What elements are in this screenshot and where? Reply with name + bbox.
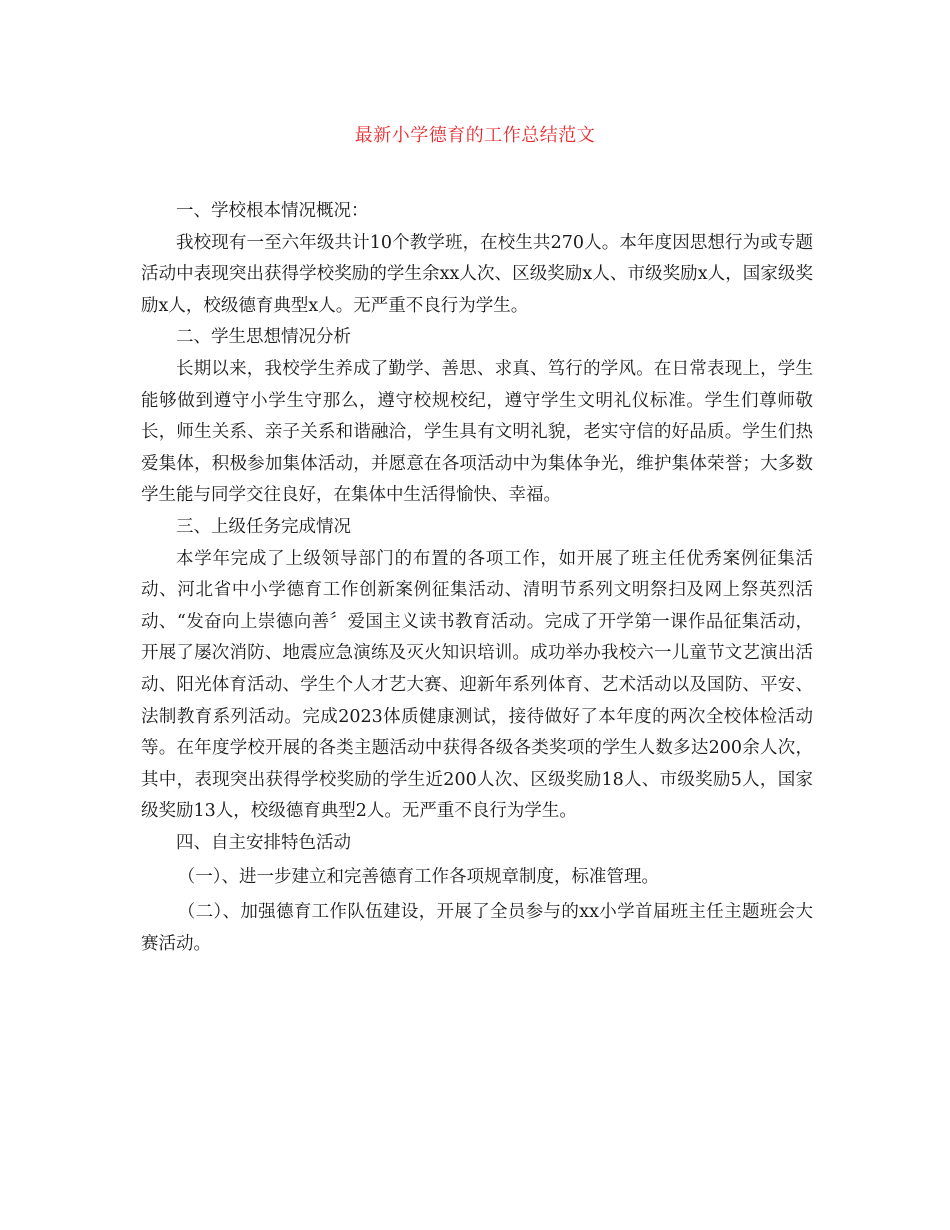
paragraph-student-analysis: 长期以来，我校学生养成了勤学、善思、求真、笃行的学风。在日常表现上，学生能够做到遵守小学生守那么，遵守校规校纪，遵守学生文明礼仪标准。学生们尊师敬长，师生关系、亲子关系和谐融洽，学生具有文明礼貌，老实守信的好品质。学生们热爱集体，积极参加集体活动，并愿意在各项活动中为集体争光，维护集体荣誉；大多数学生能与同学交往良好，在集体中生活得愉快、幸福。: [141, 358, 813, 506]
document-title: 最新小学德育的工作总结范文: [354, 125, 596, 146]
section-heading-1: 一、学校根本情况概况：: [176, 201, 369, 221]
paragraph-school-overview: 我校现有一至六年级共计10个教学班，在校生共270人。本年度因思想行为或专题活动中表现突出获得学校奖励的学生余xx人次、区级奖励x人、市级奖励x人，国家级奖励x人，校级德育典型x人。无严重不良行为学生。: [141, 232, 813, 316]
sub-item-2: （二）、加强德育工作队伍建设，开展了全员参与的xx小学首届班主任主题班会大赛活动。: [141, 902, 813, 954]
section-heading-4: 四、自主安排特色活动: [176, 832, 351, 853]
document-body: [141, 196, 813, 960]
sub-item-1: （一）、进一步建立和完善德育工作各项规章制度，标准管理。: [177, 867, 659, 888]
section-heading-2: 二、学生思想情况分析: [176, 327, 351, 348]
section-heading-3: 三、上级任务完成情况: [176, 516, 351, 537]
paragraph-task-completion: 本学年完成了上级领导部门的布置的各项工作，如开展了班主任优秀案例征集活动、河北省中小学德育工作创新案例征集活动、清明节系列文明祭扫及网上祭英烈活动、“发奋向上崇德向善〞爱国主义读书教育活动。完成了开学第一课作品征集活动，开展了屡次消防、地震应急演练及灭火知识培训。成功举办我校六一儿童节文艺演出活动、阳光体育活动、学生个人才艺大赛、迎新年系列体育、艺术活动以及国防、平安、法制教育系列活动。完成2023体质健康测试，接待做好了本年度的两次全校体检活动等。在年度学校开展的各类主题活动中获得各级各类奖项的学生人数多达200余人次，其中，表现突出获得学校奖励的学生近200人次、区级奖励18人、市级奖励5人，国家级奖励13人，校级德育典型2人。无严重不良行为学生。: [141, 548, 813, 822]
